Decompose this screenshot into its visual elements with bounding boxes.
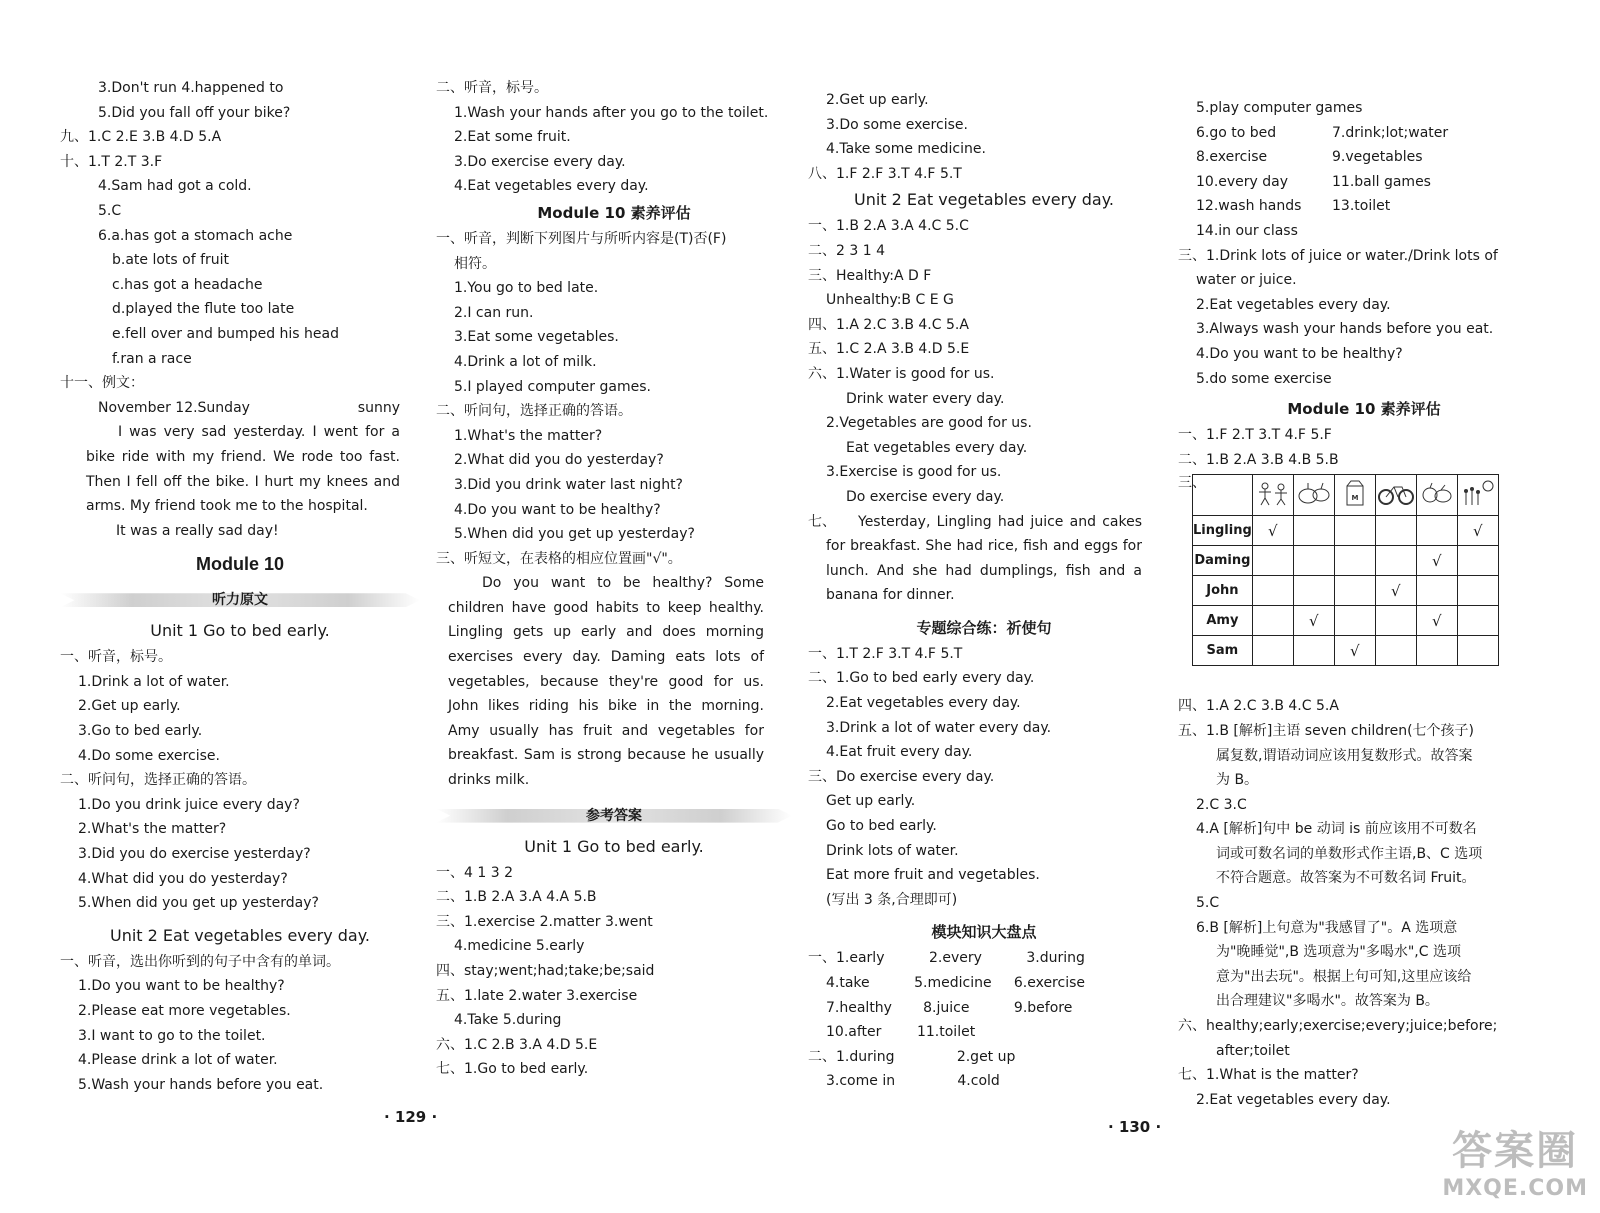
essay-weather: sunny	[357, 399, 400, 416]
answer-line: 三、Healthy:A D F	[808, 267, 932, 284]
answer-line: 5.play computer games	[1196, 100, 1363, 116]
answer-line: 3.Do some exercise.	[826, 116, 968, 133]
row-name: Daming	[1193, 546, 1253, 576]
answer-line: Eat vegetables every day.	[846, 439, 1028, 456]
table-cell	[1252, 636, 1293, 666]
table-cell	[1252, 546, 1293, 576]
list-item: 2.Please eat more vegetables.	[78, 1003, 291, 1019]
section-heading: 二、听音，标号。	[436, 80, 548, 96]
table-cell	[1375, 636, 1416, 666]
answer-line: 五、1.B [解析]主语 seven children(七个孩子)	[1178, 722, 1475, 739]
list-item: 3.Did you do exercise yesterday?	[78, 846, 311, 863]
answer-line: 4.Eat fruit every day.	[826, 744, 973, 761]
answer-line: 2.C 3.C	[1196, 796, 1247, 813]
table-cell	[1375, 606, 1416, 636]
vegetables-icon	[1294, 478, 1334, 508]
answer-line: Drink lots of water.	[826, 842, 959, 859]
list-item: 4.Please drink a lot of water.	[78, 1052, 278, 1069]
answer-line: b.ate lots of fruit	[112, 252, 230, 269]
answer-line: 3.Always wash your hands before you eat.	[1196, 321, 1494, 338]
watermark	[1442, 1119, 1588, 1201]
answer-line: 七、1.What is the matter?	[1178, 1067, 1359, 1084]
answer-cell: 13.toilet	[1332, 198, 1391, 215]
answer-line: Do exercise every day.	[846, 488, 1005, 505]
answer-line: 7.healthy 8.juice 9.before	[826, 999, 1073, 1016]
table-cell	[1252, 576, 1293, 606]
answer-line: 三、Do exercise every day.	[808, 768, 995, 785]
answer-line: 6.a.has got a stomach ache	[98, 227, 293, 244]
table-cell	[1457, 546, 1498, 576]
row-name: Amy	[1193, 606, 1253, 636]
answer-line: 5.C	[1196, 895, 1220, 912]
answer-line: e.fell over and bumped his head	[112, 325, 339, 342]
answer-line: 3.come in 4.cold	[826, 1073, 1000, 1090]
table-cell	[1293, 636, 1334, 666]
list-item: 1.You go to bed late.	[454, 280, 599, 297]
table-cell: √	[1457, 516, 1498, 546]
table-header-row	[1193, 475, 1499, 516]
essay-date-line	[60, 396, 420, 421]
table-cell	[1334, 576, 1375, 606]
answer-line: 为"晚睡觉",B 选项意为"多喝水",C 选项	[1216, 944, 1461, 961]
answer-line: 3.Drink a lot of water every day.	[826, 719, 1052, 736]
answer-cell: 9.vegetables	[1332, 149, 1423, 166]
list-item: 3.I want to go to the toilet.	[78, 1027, 266, 1044]
table-cell	[1457, 576, 1498, 606]
column-2	[436, 76, 792, 1082]
banner-label: 参考答案	[586, 807, 642, 824]
watermark-url: MXQE.COM	[1442, 1176, 1588, 1201]
table-cell	[1416, 576, 1457, 606]
answer-line: 意为"出去玩"。根据上句可知,这里应该给	[1216, 968, 1472, 985]
answer-line: 2.Eat vegetables every day.	[826, 695, 1021, 712]
table-cell	[1375, 546, 1416, 576]
answer-line: 七、1.Go to bed early.	[436, 1061, 589, 1078]
module-title: Module 10	[195, 554, 284, 575]
list-item: 4.Do you want to be healthy?	[454, 501, 661, 518]
answer-line: 一、1.B 2.A 3.A 4.C 5.C	[808, 218, 969, 235]
list-item: 1.What's the matter?	[454, 427, 603, 444]
bike-icon	[1376, 478, 1416, 508]
exercise-icon	[1253, 478, 1293, 508]
list-item: 3.Did you drink water last night?	[454, 476, 683, 493]
answer-line: 不符合题意。故答案为不可数名词 Fruit。	[1216, 870, 1476, 887]
answer-line: 五、1.late 2.water 3.exercise	[436, 987, 638, 1004]
answer-line: 九、1.C 2.E 3.B 4.D 5.A	[60, 129, 222, 146]
section-banner	[60, 587, 420, 613]
answer-block	[808, 510, 1160, 608]
answer-line: 3.Don't run 4.happened to	[98, 80, 284, 96]
table-cell	[1293, 546, 1334, 576]
table-cell	[1293, 516, 1334, 546]
list-item: 3.Eat some vegetables.	[454, 329, 619, 346]
answer-paragraph: Yesterday, Lingling had juice and cakes for breakfast. She had rice, fish and eggs for lunch. And she had dumplings, fish and a banana for dinner.	[826, 513, 1142, 604]
page-number-right: · 130 ·	[1108, 1118, 1162, 1136]
answer-line: 二、1.B 2.A 3.B 4.B 5.B	[1178, 451, 1339, 468]
table-cell	[1457, 636, 1498, 666]
list-item: 1.Do you drink juice every day?	[78, 796, 300, 813]
answer-line: 四、1.A 2.C 3.B 4.C 5.A	[1178, 698, 1339, 715]
header-pic	[1334, 475, 1375, 516]
habit-table	[1192, 474, 1499, 666]
answer-line: 四、stay;went;had;take;be;said	[436, 963, 655, 979]
answer-line: 五、1.C 2.A 3.B 4.D 5.E	[808, 341, 970, 358]
list-item: 2.What's the matter?	[78, 821, 227, 838]
answer-line: 4.Sam had got a cold.	[98, 178, 252, 195]
answer-line: 二、1.Go to bed early every day.	[808, 670, 1035, 687]
section-heading: 相符。	[454, 255, 496, 272]
unit-title: Unit 2 Eat vegetables every day.	[110, 925, 370, 945]
answer-line: 二、2 3 1 4	[808, 242, 885, 259]
list-item: 3.Go to bed early.	[78, 723, 203, 740]
column-1	[60, 76, 420, 1097]
answer-cell: 7.drink;lot;water	[1332, 124, 1449, 141]
answer-line: 6.B [解析]上句意为"我感冒了"。A 选项意	[1196, 919, 1458, 936]
section-heading: 十一、例文：	[60, 375, 144, 392]
table-cell	[1334, 516, 1375, 546]
section-heading: 二、听问句，选择正确的答语。	[436, 403, 632, 420]
answer-line: Drink water every day.	[846, 390, 1005, 407]
table-cell	[1416, 516, 1457, 546]
answer-row	[1178, 145, 1550, 170]
list-item: 4.Do some exercise.	[78, 747, 220, 764]
list-item: 2.Get up early.	[78, 698, 181, 715]
answer-line: after;toilet	[1216, 1042, 1290, 1059]
list-item: 3.Do exercise every day.	[454, 153, 626, 170]
answer-line: 六、1.Water is good for us.	[808, 365, 995, 382]
list-item: 5.Wash your hands before you eat.	[78, 1076, 324, 1093]
answer-line: 三、1.Drink lots of juice or water./Drink lots of	[1178, 247, 1498, 264]
section-label: 三、	[1178, 475, 1206, 492]
answer-line: 为 B。	[1216, 772, 1259, 789]
answer-line: 一、1.F 2.T 3.T 4.F 5.F	[1178, 427, 1332, 444]
answer-line: 4.Take some medicine.	[826, 141, 986, 158]
answer-cell: 11.ball games	[1332, 173, 1431, 190]
answer-line: 2.Eat vegetables every day.	[1196, 296, 1391, 313]
table-cell: √	[1416, 546, 1457, 576]
answer-line: 一、4 1 3 2	[436, 864, 513, 881]
table-cell	[1375, 516, 1416, 546]
row-name: Sam	[1193, 636, 1253, 666]
section-heading: 一、听音，标号。	[60, 649, 172, 666]
section-heading: 一、听音，判断下列图片与所听内容是(T)否(F)	[436, 230, 727, 247]
answer-line: 四、1.A 2.C 3.B 4.C 5.A	[808, 316, 969, 333]
table-cell	[1416, 636, 1457, 666]
list-item: 1.Wash your hands after you go to the toilet.	[454, 104, 769, 121]
answer-line: 3.Exercise is good for us.	[826, 464, 1002, 481]
section-heading: 三、听短文，在表格的相应位置画"√"。	[436, 550, 682, 567]
answer-line: 4.Do you want to be healthy?	[1196, 345, 1403, 362]
table-cell	[1293, 576, 1334, 606]
topic-title: 专题综合练：祈使句	[916, 618, 1052, 637]
unit-title: Unit 1 Go to bed early.	[524, 836, 704, 856]
list-item: 2.I can run.	[454, 304, 534, 321]
answer-line: Go to bed early.	[826, 818, 937, 835]
answer-line: Unhealthy:B C E G	[826, 292, 954, 309]
answer-line: 14.in our class	[1196, 222, 1298, 239]
milk-icon	[1335, 478, 1375, 508]
answer-line: 词或可数名词的单数形式作主语,B、C 选项	[1216, 845, 1483, 862]
answer-line: 2.Get up early.	[826, 92, 929, 108]
list-item: 5.I played computer games.	[454, 378, 651, 395]
answer-cell: 12.wash hands	[1196, 198, 1302, 215]
answer-line: (写出 3 条,合理即可)	[826, 891, 958, 908]
answer-line: 4.medicine 5.early	[454, 938, 585, 955]
answer-line: Eat more fruit and vegetables.	[826, 867, 1040, 884]
row-name: John	[1193, 576, 1253, 606]
list-item: 5.When did you get up yesterday?	[78, 895, 319, 912]
table-row	[1193, 636, 1499, 666]
svg-text:M: M	[1351, 494, 1359, 503]
answer-line: 5.do some exercise	[1196, 370, 1332, 387]
header-pic	[1375, 475, 1416, 516]
answer-line: 三、1.exercise 2.matter 3.went	[436, 913, 653, 930]
morning-icon	[1458, 478, 1498, 508]
answer-grid	[1178, 121, 1550, 219]
answer-line: 4.take 5.medicine 6.exercise	[826, 975, 1085, 991]
answer-line: 一、1.early 2.every 3.during	[808, 950, 1085, 967]
list-item: 1.Drink a lot of water.	[78, 673, 230, 690]
answer-line: 八、1.F 2.F 3.T 4.F 5.T	[808, 165, 962, 182]
header-pic	[1416, 475, 1457, 516]
fruit-veg-icon	[1417, 478, 1457, 508]
table-cell	[1252, 606, 1293, 636]
section-heading: 一、听音，选出你听到的句子中含有的单词。	[60, 953, 340, 970]
table-row	[1193, 576, 1499, 606]
table-cell	[1457, 606, 1498, 636]
answer-line: 5.C	[98, 202, 122, 219]
answer-line: 十、1.T 2.T 3.F	[60, 153, 163, 170]
answer-line: 六、1.C 2.B 3.A 4.D 5.E	[436, 1036, 598, 1053]
eval-title: Module 10 素养评估	[1287, 400, 1441, 419]
answer-line: 10.after 11.toilet	[826, 1024, 976, 1041]
list-item: 5.When did you get up yesterday?	[454, 526, 695, 543]
answer-line: c.has got a headache	[112, 276, 263, 293]
passage-text: Do you want to be healthy? Some children have good habits to keep healthy. Lingling gets up early and does morning exercises every day. Daming eats lots of vegetables, because they're good for us. John likes riding his bike in the morning. Amy usually has fruit and vegetables for breakfast. Sam is strong because he usually drinks milk.	[448, 575, 764, 789]
answer-line: 二、1.B 2.A 3.A 4.A 5.B	[436, 889, 597, 906]
answer-row	[1178, 194, 1550, 219]
answer-line: 2.Vegetables are good for us.	[826, 415, 1032, 432]
eval-title: Module 10 素养评估	[537, 203, 691, 222]
answer-line: d.played the flute too late	[112, 301, 295, 318]
answer-line: 一、1.T 2.F 3.T 4.F 5.T	[808, 645, 963, 662]
answer-cell: 10.every day	[1196, 173, 1289, 190]
answer-line: 六、healthy;early;exercise;every;juice;before;	[1178, 1018, 1498, 1035]
answer-cell: 6.go to bed	[1196, 124, 1277, 141]
answer-line: 出合理建议"多喝水"。故答案为 B。	[1216, 993, 1439, 1010]
list-item: 4.What did you do yesterday?	[78, 870, 288, 887]
answer-line: 4.A [解析]句中 be 动词 is 前应该用不可数名	[1196, 821, 1477, 838]
answer-line: Get up early.	[826, 793, 916, 810]
answer-line: 4.Take 5.during	[454, 1012, 562, 1029]
answer-row	[1178, 121, 1550, 146]
watermark-logo: 答案圈	[1452, 1128, 1579, 1174]
tick-table-block	[1178, 472, 1550, 694]
essay-date: November 12.Sunday	[98, 399, 250, 416]
header-pic	[1252, 475, 1293, 516]
answer-row	[1178, 170, 1550, 195]
list-item: 2.Eat some fruit.	[454, 129, 571, 146]
answer-line: 属复数,谓语动词应该用复数形式。故答案	[1216, 747, 1473, 764]
section-banner	[436, 803, 792, 829]
column-3	[808, 88, 1160, 1094]
table-cell: √	[1375, 576, 1416, 606]
essay-end: It was a really sad day!	[116, 522, 279, 539]
table-cell: √	[1416, 606, 1457, 636]
answer-line: f.ran a race	[112, 350, 192, 367]
column-4	[1178, 96, 1550, 1112]
table-cell: √	[1252, 516, 1293, 546]
table-row	[1193, 516, 1499, 546]
row-name: Lingling	[1193, 516, 1253, 546]
answer-cell: 8.exercise	[1196, 149, 1268, 166]
answer-line: 2.Eat vegetables every day.	[1196, 1091, 1391, 1108]
answer-line: 二、1.during 2.get up	[808, 1048, 1016, 1065]
table-row	[1193, 606, 1499, 636]
header-pic	[1293, 475, 1334, 516]
page-number-left: · 129 ·	[384, 1108, 438, 1126]
banner-label: 听力原文	[212, 592, 268, 609]
essay-text: I was very sad yesterday. I went for a bike ride with my friend. We rode too fast. Then I fell off the bike. I hurt my knees and arms. My friend took me to the hospital.	[86, 424, 400, 515]
answer-line: water or juice.	[1196, 272, 1297, 289]
topic-title: 模块知识大盘点	[931, 923, 1037, 942]
header-pic	[1457, 475, 1498, 516]
unit-title: Unit 1 Go to bed early.	[150, 621, 330, 641]
section-label: 七、	[808, 513, 836, 530]
list-item: 1.Do you want to be healthy?	[78, 978, 285, 995]
list-item: 4.Eat vegetables every day.	[454, 178, 649, 195]
table-cell	[1334, 606, 1375, 636]
table-cell: √	[1334, 636, 1375, 666]
unit-title: Unit 2 Eat vegetables every day.	[854, 190, 1114, 210]
list-item: 4.Drink a lot of milk.	[454, 353, 597, 370]
table-cell	[1334, 546, 1375, 576]
section-heading: 二、听问句，选择正确的答语。	[60, 772, 256, 789]
table-row	[1193, 546, 1499, 576]
table-cell: √	[1293, 606, 1334, 636]
list-item: 2.What did you do yesterday?	[454, 452, 664, 469]
answer-line: 5.Did you fall off your bike?	[98, 104, 291, 121]
